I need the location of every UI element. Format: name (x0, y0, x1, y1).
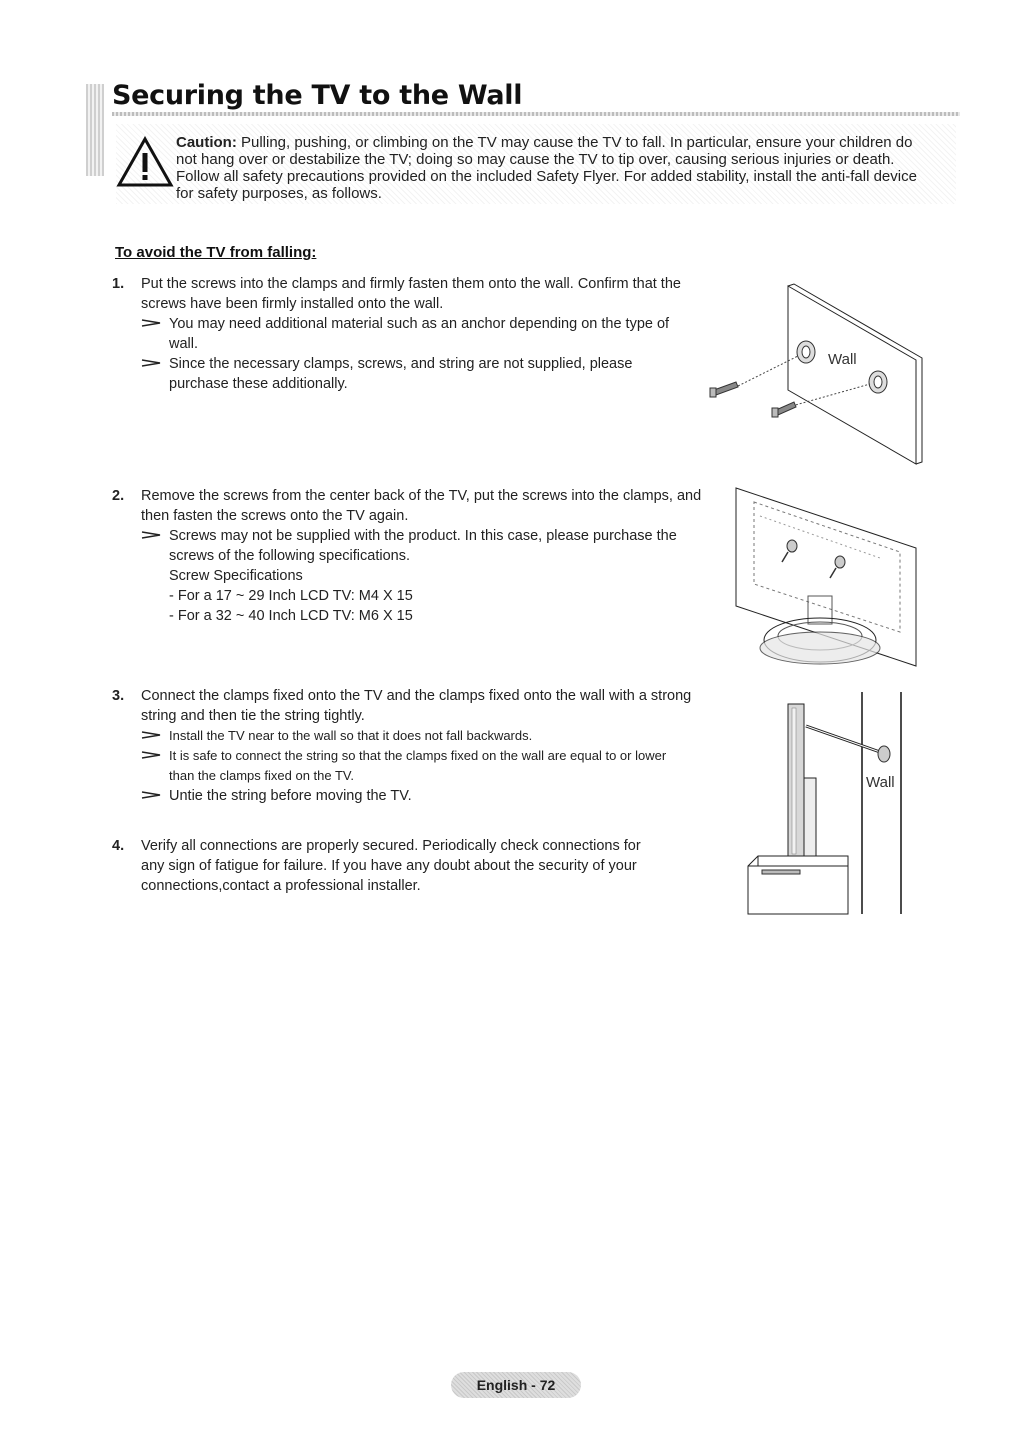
note (141, 354, 711, 394)
step-line: string and then tie the string tightly. (141, 708, 365, 724)
note-line: It is safe to connect the string so that the clamps fixed on the wall are equal to or lower (169, 748, 667, 763)
step-number: 1. (112, 276, 125, 292)
wall-label: Wall (866, 774, 895, 791)
note-arrow-icon (141, 314, 163, 334)
note (141, 746, 721, 786)
spec-item: - For a 17 ~ 29 Inch LCD TV: M4 X 15 (169, 588, 413, 604)
page-number-badge: English - 72 (451, 1372, 581, 1398)
note-line: Screws may not be supplied with the product. In this case, please purchase the (169, 528, 677, 544)
screw-icon (772, 402, 796, 417)
note-arrow-icon (141, 746, 163, 766)
wall-label: Wall (828, 351, 857, 368)
note-arrow-icon (141, 726, 163, 746)
side-view-figure (744, 690, 906, 916)
note-line: than the clamps fixed on the TV. (169, 768, 355, 783)
step-line: then fasten the screws onto the TV again. (141, 508, 409, 524)
step-line: Put the screws into the clamps and firmly fasten them onto the wall. Confirm that the (141, 276, 681, 292)
wall-clamp-icon (797, 341, 815, 363)
step-line: any sign of fatigue for failure. If you have any doubt about the security of your (141, 858, 637, 874)
caution-text (176, 134, 936, 202)
note-line: Untie the string before moving the TV. (169, 788, 412, 804)
wall-clamp-icon (869, 371, 887, 393)
title-decoration-bar (86, 84, 104, 176)
title-rule (112, 112, 960, 116)
note-line: wall. (169, 336, 199, 352)
step-number: 3. (112, 688, 125, 704)
note-line: You may need additional material such as an anchor depending on the type of (169, 316, 670, 332)
note-line: screws of the following specifications. (169, 548, 410, 564)
note (141, 726, 721, 746)
note-arrow-icon (141, 786, 163, 806)
step-number: 4. (112, 838, 125, 854)
note (141, 786, 721, 806)
warning-triangle-icon (116, 136, 174, 188)
note-line: Install the TV near to the wall so that it does not fall backwards. (169, 728, 533, 743)
step-number: 2. (112, 488, 125, 504)
step-line: Verify all connections are properly secured. Periodically check connections for (141, 838, 641, 854)
screw-icon (710, 382, 738, 397)
caution-label: Caution: (176, 134, 237, 151)
spec-item: - For a 32 ~ 40 Inch LCD TV: M6 X 15 (169, 608, 413, 624)
note-arrow-icon (141, 354, 163, 374)
note-arrow-icon (141, 526, 163, 546)
note-line: Since the necessary clamps, screws, and string are not supplied, please (169, 356, 633, 372)
tv-back-figure (730, 480, 924, 670)
spec-title: Screw Specifications (169, 568, 303, 584)
caution-body: Pulling, pushing, or climbing on the TV may cause the TV to fall. In particular, ensure your children do not hang over or destabilize the TV; doing so may cause the TV to tip over, causing serious injuries or death. Follow all safety precautions provided on the included Safety Flyer. For added stability, install the anti-fall device for safety purposes, as follows. (176, 134, 917, 202)
note-line: purchase these additionally. (169, 376, 348, 392)
note (141, 526, 731, 566)
step-line: screws have been firmly installed onto the wall. (141, 296, 444, 312)
section-heading: To avoid the TV from falling: (115, 244, 317, 261)
step-line: Connect the clamps fixed onto the TV and the clamps fixed onto the wall with a strong (141, 688, 692, 704)
step-line: Remove the screws from the center back of the TV, put the screws into the clamps, and (141, 488, 702, 504)
note (141, 314, 711, 354)
wall-clamp-icon (878, 746, 890, 762)
wall-clamp-figure (700, 278, 932, 466)
step-line: connections,contact a professional installer. (141, 878, 421, 894)
page-title: Securing the TV to the Wall (112, 80, 523, 111)
